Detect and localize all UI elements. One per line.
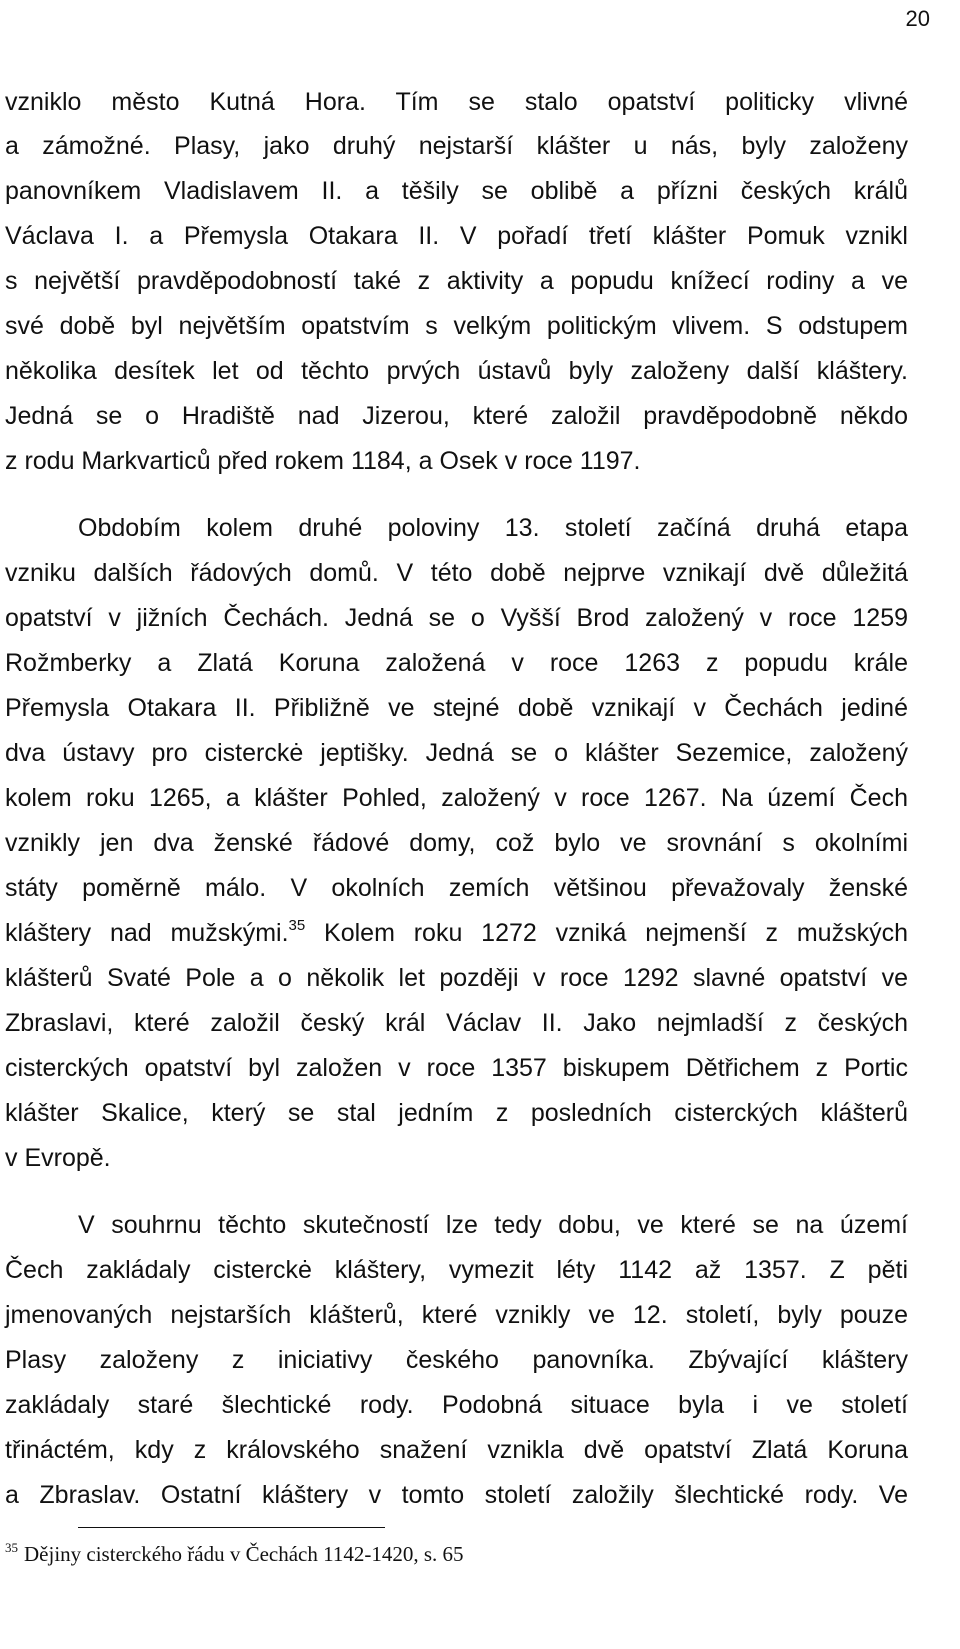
footnote-mark: 35 (5, 1540, 18, 1555)
text-line: Zbraslavi, které založil český král Václav II. Jako nejmladší z českých (5, 1009, 908, 1037)
text-line: Jedná se o Hradiště nad Jizerou, které založil pravděpodobně někdo (5, 402, 908, 430)
text-line: Čech zakládaly cisterckė kláštery, vymezit léty 1142 až 1357. Z pěti (5, 1256, 908, 1284)
text-line: několika desítek let od těchto prvých ústavů byly založeny další kláštery. (5, 357, 908, 385)
text-line: v Evropě. (5, 1144, 111, 1172)
footnote-separator (78, 1527, 385, 1528)
text-line: vzniku dalších řádových domů. V této době nejprve vznikají dvě důležitá (5, 559, 908, 587)
text-line: opatství v jižních Čechách. Jedná se o Vyšší Brod založený v roce 1259 (5, 604, 908, 632)
text-line: Rožmberky a Zlatá Koruna založená v roce 1263 z popudu krále (5, 649, 908, 677)
text-fragment: kláštery nad mužskými. (5, 919, 289, 947)
text-line: a zámožné. Plasy, jako druhý nejstarší klášter u nás, byly založeny (5, 132, 908, 160)
text-line: V souhrnu těchto skutečností lze tedy dobu, ve které se na území (78, 1211, 908, 1239)
text-line: klášterů Svaté Pole a o několik let později v roce 1292 slavné opatství ve (5, 964, 908, 992)
footnote (5, 1539, 464, 1569)
text-line: zakládaly staré šlechtické rody. Podobná situace byla i ve století (5, 1391, 908, 1419)
text-line: Přemysla Otakara II. Přibližně ve stejné době vznikají v Čechách jediné (5, 694, 908, 722)
text-line: dva ústavy pro cisterckė jeptišky. Jedná se o klášter Sezemice, založený (5, 739, 908, 767)
text-line: kolem roku 1265, a klášter Pohled, založený v roce 1267. Na území Čech (5, 784, 908, 812)
text-line-with-footnote (5, 916, 908, 950)
page-number: 20 (905, 6, 930, 31)
text-line: a Zbraslav. Ostatní kláštery v tomto století založily šlechtické rody. Ve (5, 1481, 908, 1509)
text-line: cisterckých opatství byl založen v roce 1357 biskupem Dětřichem z Portic (5, 1054, 908, 1082)
text-line: z rodu Markvarticů před rokem 1184, a Osek v roce 1197. (5, 447, 641, 475)
text-line: vznikly jen dva ženské řádové domy, což bylo ve srovnání s okolními (5, 829, 908, 857)
text-line: Václava I. a Přemysla Otakara II. V pořadí třetí klášter Pomuk vznikl (5, 222, 908, 250)
text-fragment: Kolem roku 1272 vzniká nejmenší z mužských (324, 919, 908, 947)
text-line: státy poměrně málo. V okolních zemích většinou převažovaly ženské (5, 874, 908, 902)
footnote-reference: 35 (288, 917, 306, 934)
text-line: své době byl největším opatstvím s velkým politickým vlivem. S odstupem (5, 312, 908, 340)
footnote-text: Dějiny cisterckého řádu v Čechách 1142-1420, s. 65 (24, 1542, 464, 1566)
text-line: jmenovaných nejstarších klášterů, které vznikly ve 12. století, byly pouze (5, 1301, 908, 1329)
text-line: Plasy založeny z iniciativy českého panovníka. Zbývající kláštery (5, 1346, 908, 1374)
text-line: klášter Skalice, který se stal jedním z posledních cisterckých klášterů (5, 1099, 908, 1127)
text-line: panovníkem Vladislavem II. a těšily se oblibě a přízni českých králů (5, 177, 908, 205)
text-line: třináctém, kdy z královského snažení vznikla dvě opatství Zlatá Koruna (5, 1436, 908, 1464)
text-line: vzniklo město Kutná Hora. Tím se stalo opatství politicky vlivné (5, 88, 908, 116)
text-line: Obdobím kolem druhé poloviny 13. století začíná druhá etapa (78, 514, 908, 542)
text-line: s největší pravděpodobností také z aktivity a popudu knížecí rodiny a ve (5, 267, 908, 295)
